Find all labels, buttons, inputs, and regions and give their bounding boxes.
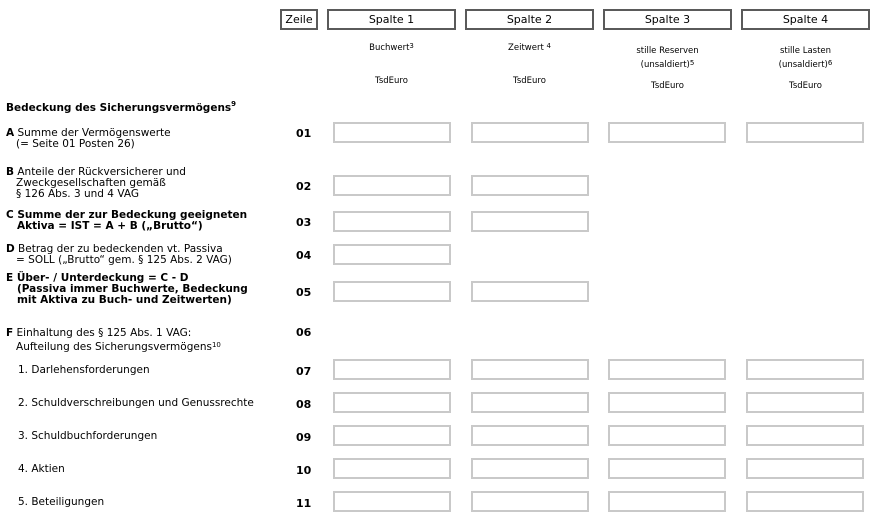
spalte-1-label: Spalte 1 (368, 13, 415, 26)
subheader-text: stille Lasten (779, 46, 832, 56)
input-row05-col2[interactable] (471, 281, 589, 302)
spalte-2-label: Spalte 2 (506, 13, 553, 26)
input-row03-col2[interactable] (471, 211, 589, 232)
row-text: Summe der Vermögenswerte (14, 127, 171, 139)
row-text: (= Seite 01 Posten 26) (16, 138, 135, 150)
spalte-4-header (741, 9, 870, 30)
row-f-label (6, 326, 221, 354)
zeile-number: 05 (296, 286, 312, 299)
footnote-ref: 3 (409, 42, 414, 50)
input-row01-col1[interactable] (333, 122, 451, 143)
input-row01-col3[interactable] (608, 122, 726, 143)
subheader-text: (unsaldiert) (640, 60, 690, 70)
row-key: E (6, 272, 14, 284)
zeile-number: 02 (296, 180, 312, 193)
input-row09-col1[interactable] (333, 425, 451, 446)
input-row02-col1[interactable] (333, 175, 451, 196)
subheader-stille-reserven (603, 44, 732, 72)
zeile-number: 03 (296, 216, 312, 229)
row-text: Über- / Unterdeckung = C - D (13, 272, 189, 284)
section-title (6, 102, 236, 114)
row-text: Aktiva = IST = A + B („Brutto“) (16, 220, 203, 232)
input-row07-col3[interactable] (608, 359, 726, 380)
row-c-label (6, 210, 247, 232)
input-row09-col4[interactable] (746, 425, 864, 446)
row-b-label (6, 167, 186, 200)
input-row11-col3[interactable] (608, 491, 726, 512)
input-row05-col1[interactable] (333, 281, 451, 302)
zeile-number: 04 (296, 249, 312, 262)
row-key: A (6, 127, 15, 139)
unit-label: TsdEuro (789, 81, 822, 91)
unit-label: TsdEuro (375, 76, 408, 86)
input-row02-col2[interactable] (471, 175, 589, 196)
input-row10-col2[interactable] (471, 458, 589, 479)
footnote-ref: 5 (689, 59, 695, 67)
input-row07-col2[interactable] (471, 359, 589, 380)
row-text: = SOLL („Brutto“ gem. § 125 Abs. 2 VAG) (16, 254, 232, 266)
row-e-label (6, 273, 248, 306)
input-row10-col3[interactable] (608, 458, 726, 479)
footnote-ref: 6 (827, 59, 833, 67)
input-row10-col4[interactable] (746, 458, 864, 479)
row-11-label: 5. Beteiligungen (18, 496, 105, 508)
row-text: mit Aktiva zu Buch- und Zeitwerten) (16, 294, 232, 306)
unit-label: TsdEuro (651, 81, 684, 91)
subheader-zeitwert (465, 41, 594, 55)
input-row01-col2[interactable] (471, 122, 589, 143)
zeile-number: 08 (296, 398, 312, 411)
input-row08-col4[interactable] (746, 392, 864, 413)
subheader-text: stille Reserven (636, 46, 699, 56)
zeile-number: 10 (296, 464, 312, 477)
input-row03-col1[interactable] (333, 211, 451, 232)
zeile-number: 11 (296, 497, 312, 510)
input-row07-col1[interactable] (333, 359, 451, 380)
row-key: F (6, 327, 14, 339)
row-text: Aufteilung des Sicherungsvermögens (16, 341, 212, 353)
zeile-number: 07 (296, 365, 312, 378)
spalte-3-label: Spalte 3 (644, 13, 691, 26)
unit-label: TsdEuro (513, 76, 546, 86)
row-10-label: 4. Aktien (18, 463, 65, 475)
section-title-text: Bedeckung des Sicherungsvermögens (6, 102, 232, 114)
input-row11-col1[interactable] (333, 491, 451, 512)
input-row11-col4[interactable] (746, 491, 864, 512)
spalte-4-label: Spalte 4 (782, 13, 829, 26)
footnote-ref: 9 (231, 100, 237, 108)
subheader-stille-lasten (741, 44, 870, 72)
row-08-label: 2. Schuldverschreibungen und Genussrechte (18, 397, 254, 409)
input-row08-col1[interactable] (333, 392, 451, 413)
subheader-text: Buchwert (369, 43, 410, 53)
subheader-text: Zeitwert (508, 43, 547, 53)
row-d-label (6, 244, 232, 266)
row-text: Zweckgesellschaften gemäß (16, 177, 166, 189)
subheader-buchwert (327, 41, 456, 55)
row-text: Summe der zur Bedeckung geeigneten (13, 209, 248, 221)
input-row04-col1[interactable] (333, 244, 451, 265)
row-key: C (6, 209, 14, 221)
row-text: (Passiva immer Buchwerte, Bedeckung (16, 283, 248, 295)
input-row09-col3[interactable] (608, 425, 726, 446)
zeile-header-label: Zeile (285, 13, 313, 26)
zeile-number: 06 (296, 326, 312, 339)
row-text: § 126 Abs. 3 und 4 VAG (16, 188, 139, 200)
row-text: Einhaltung des § 125 Abs. 1 VAG: (13, 327, 192, 339)
row-07-label: 1. Darlehensforderungen (18, 364, 150, 376)
spalte-1-header (327, 9, 456, 30)
zeile-number: 01 (296, 127, 312, 140)
row-key: D (6, 243, 15, 255)
input-row07-col4[interactable] (746, 359, 864, 380)
input-row09-col2[interactable] (471, 425, 589, 446)
footnote-ref: 10 (211, 341, 221, 349)
input-row11-col2[interactable] (471, 491, 589, 512)
subheader-text: (unsaldiert) (778, 60, 828, 70)
row-09-label: 3. Schuldbuchforderungen (18, 430, 158, 442)
row-text: Betrag der zu bedeckenden vt. Passiva (14, 243, 223, 255)
zeile-number: 09 (296, 431, 312, 444)
input-row08-col2[interactable] (471, 392, 589, 413)
input-row10-col1[interactable] (333, 458, 451, 479)
input-row01-col4[interactable] (746, 122, 864, 143)
spalte-3-header (603, 9, 732, 30)
spalte-2-header (465, 9, 594, 30)
input-row08-col3[interactable] (608, 392, 726, 413)
row-text: Anteile der Rückversicherer und (14, 166, 186, 178)
row-key: B (6, 166, 15, 178)
footnote-ref: 4 (546, 42, 551, 50)
zeile-header (280, 9, 318, 30)
row-a-label (6, 128, 171, 150)
